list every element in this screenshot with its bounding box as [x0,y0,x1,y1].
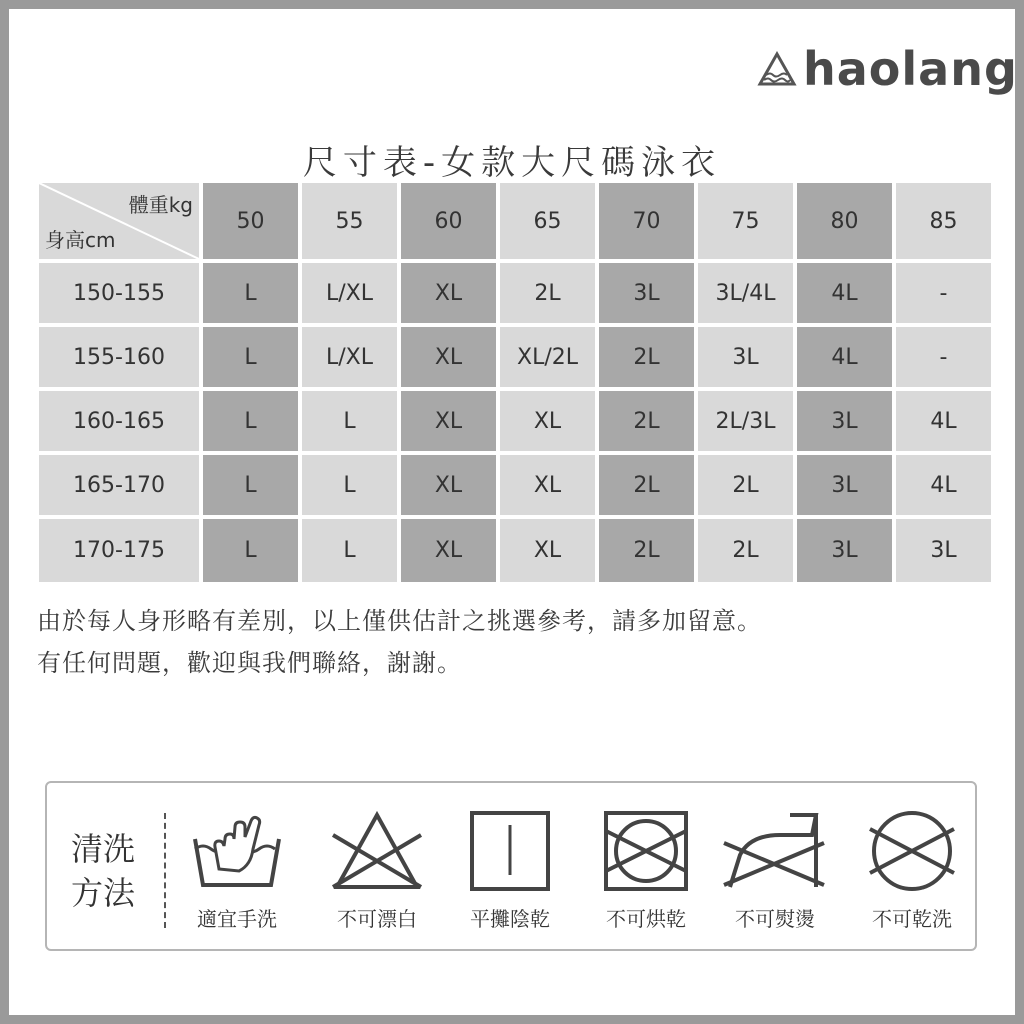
height-cell: 155-160 [39,327,199,387]
size-cell: 3L [797,519,892,582]
size-table [35,179,995,586]
size-cell: L [203,327,298,387]
brand-name: haolang [803,42,1018,96]
size-cell: L [203,391,298,451]
no-bleach-icon [329,809,425,893]
care-item-hand-wash [177,809,297,932]
size-cell: 2L [599,391,694,451]
size-cell: 3L [599,263,694,323]
size-cell: L [203,519,298,582]
size-cell: 2L [698,519,793,582]
care-title [71,827,135,915]
height-cell: 170-175 [39,519,199,582]
weight-cell: 85 [896,183,991,259]
size-cell: 4L [896,455,991,515]
size-cell: 2L [599,519,694,582]
table-corner-cell [39,183,199,259]
mountain-logo-icon [757,51,797,87]
size-cell: L [302,391,397,451]
size-cell: 2L [698,455,793,515]
size-cell: - [896,263,991,323]
care-label: 不可乾洗 [872,907,952,931]
size-cell: XL/2L [500,327,595,387]
height-cell: 165-170 [39,455,199,515]
table-row [39,327,991,387]
care-item-no-bleach [317,809,437,932]
size-cell: 3L [797,455,892,515]
size-cell: L/XL [302,327,397,387]
size-cell: 4L [896,391,991,451]
size-cell: 4L [797,327,892,387]
size-cell: XL [401,391,496,451]
weight-header: 體重kg [128,193,193,217]
size-cell: 2L [500,263,595,323]
hand-wash-icon [189,809,285,893]
care-label: 平攤陰乾 [470,907,550,931]
care-item-no-dry-clean [852,809,972,932]
care-title-line: 方法 [71,874,136,912]
size-cell: XL [401,263,496,323]
care-label: 不可熨燙 [735,907,815,931]
size-cell: L/XL [302,263,397,323]
dashed-divider [164,813,166,928]
size-cell: 3L [698,327,793,387]
size-cell: XL [500,455,595,515]
weight-cell: 65 [500,183,595,259]
weight-cell: 60 [401,183,496,259]
brand-logo [757,39,1018,99]
height-cell: 150-155 [39,263,199,323]
table-row [39,391,991,451]
size-cell: 4L [797,263,892,323]
size-cell: XL [500,519,595,582]
page [9,9,1018,1015]
care-label: 不可漂白 [337,907,417,931]
size-cell: XL [500,391,595,451]
weight-cell: 70 [599,183,694,259]
weight-cell: 80 [797,183,892,259]
size-cell: L [302,455,397,515]
care-item-no-tumble-dry [586,809,706,932]
height-header: 身高cm [45,228,116,252]
size-cell: 3L [797,391,892,451]
table-row [39,263,991,323]
flat-dry-shade-icon [462,809,558,893]
size-cell: 2L [599,327,694,387]
size-cell: 2L [599,455,694,515]
no-dry-clean-icon [864,809,960,893]
size-cell: L [203,455,298,515]
size-cell: 3L/4L [698,263,793,323]
size-cell: L [302,519,397,582]
care-item-flat-dry [450,809,570,932]
weight-cell: 55 [302,183,397,259]
care-title-line: 清洗 [71,830,136,868]
size-cell: L [203,263,298,323]
table-row [39,519,991,582]
size-cell: XL [401,455,496,515]
note-line-2: 有任何問題，歡迎與我們聯絡，謝謝。 [37,649,462,677]
no-iron-icon [720,809,830,893]
care-item-no-iron [715,809,835,932]
care-instructions-box [45,781,977,951]
note-line-1: 由於每人身形略有差別，以上僅供估計之挑選參考，請多加留意。 [37,607,762,635]
size-cell: 3L [896,519,991,582]
page-title: 尺寸表-女款大尺碼泳衣 [302,143,722,183]
care-label: 不可烘乾 [606,907,686,931]
care-label: 適宜手洗 [197,907,277,931]
table-row [39,455,991,515]
height-cell: 160-165 [39,391,199,451]
size-cell: 2L/3L [698,391,793,451]
size-cell: - [896,327,991,387]
no-tumble-dry-icon [598,809,694,893]
weight-cell: 75 [698,183,793,259]
weight-cell: 50 [203,183,298,259]
table-header-row [39,183,991,259]
size-cell: XL [401,327,496,387]
size-cell: XL [401,519,496,582]
